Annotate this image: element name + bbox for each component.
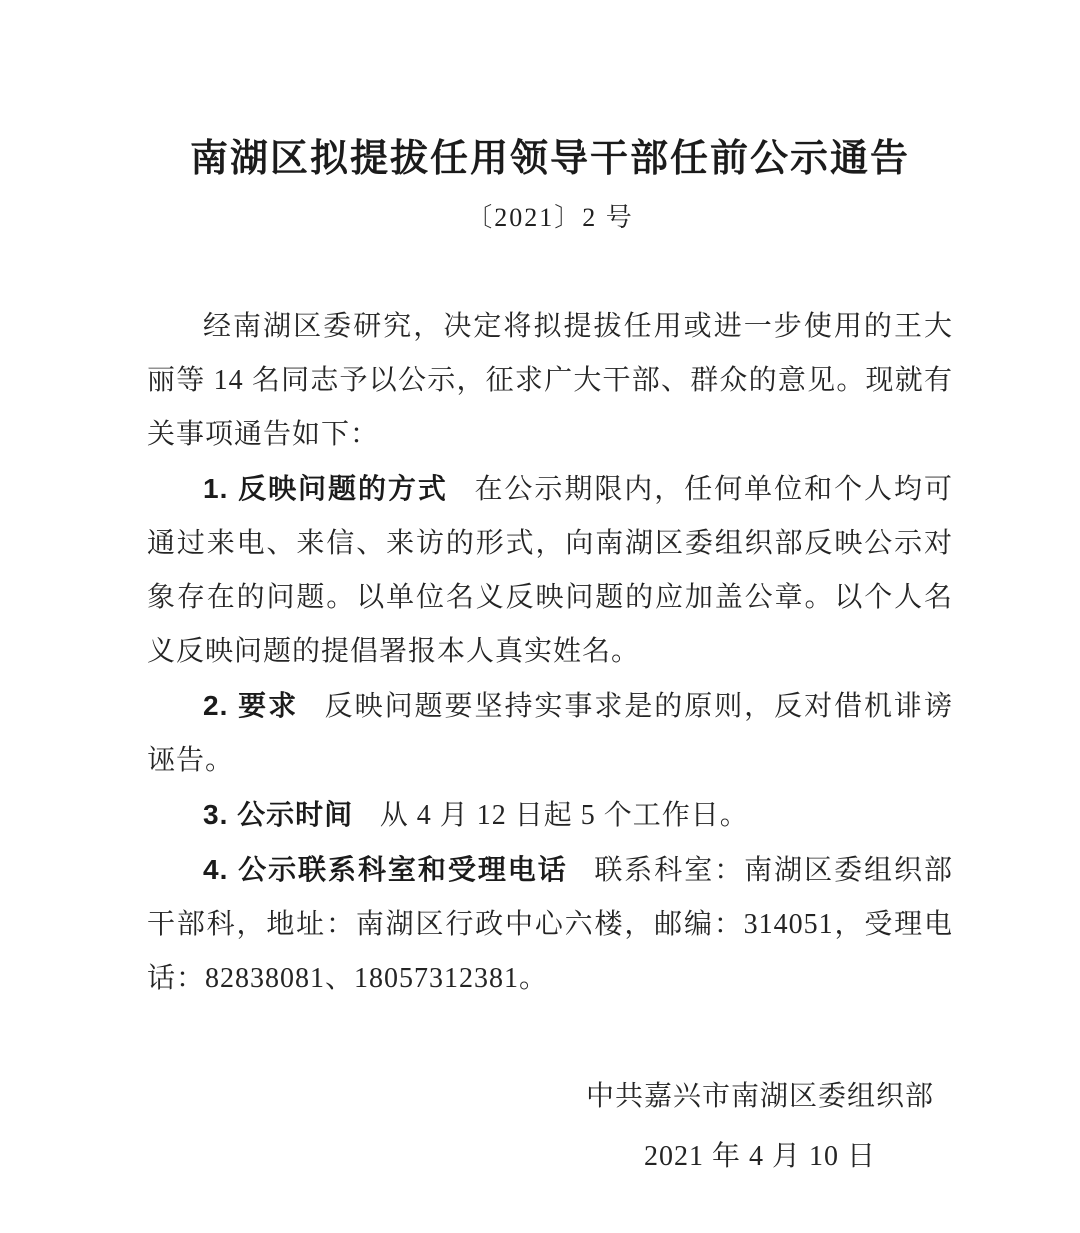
item-4-text: 联系科室：南湖区委组织部干部科，地址：南湖区行政中心六楼，邮编：314051，受理电话：82838081、18057312381。 <box>147 855 953 994</box>
document-footer <box>147 1067 953 1187</box>
document-body <box>147 300 953 1006</box>
signature: 中共嘉兴市南湖区委组织部 <box>585 1081 934 1112</box>
signature-date: 2021 年 4 月 10 日 <box>643 1141 876 1172</box>
notice-item-3 <box>147 788 953 843</box>
page-title: 南湖区拟提拔任用领导干部任前公示通告 <box>189 138 910 180</box>
item-2-text: 反映问题要坚持实事求是的原则，反对借机诽谤诬告。 <box>147 691 953 776</box>
item-2-heading: 2. 要求 <box>203 690 299 721</box>
item-3-heading: 3. 公示时间 <box>203 799 354 830</box>
document-number: 〔2021〕2 号 <box>466 203 634 232</box>
item-1-text: 在公示期限内，任何单位和个人均可通过来电、来信、来访的形式，向南湖区委组织部反映公示对象存在的问题。以单位名义反映问题的应加盖公章。以个人名义反映问题的提倡署报本人真实姓名。 <box>147 474 953 667</box>
notice-item-1 <box>147 462 953 679</box>
intro-paragraph <box>147 300 953 462</box>
item-1-heading: 1. 反映问题的方式 <box>203 473 448 504</box>
notice-item-2 <box>147 679 953 788</box>
notice-item-4 <box>147 843 953 1006</box>
item-4-heading: 4. 公示联系科室和受理电话 <box>203 854 568 885</box>
signature-block <box>586 1067 934 1187</box>
intro-text: 经南湖区委研究，决定将拟提拔任用或进一步使用的王大丽等 14 名同志予以公示，征求广大干部、群众的意见。现就有关事项通告如下： <box>147 311 953 450</box>
item-3-text: 从 4 月 12 日起 5 个工作日。 <box>379 800 749 831</box>
